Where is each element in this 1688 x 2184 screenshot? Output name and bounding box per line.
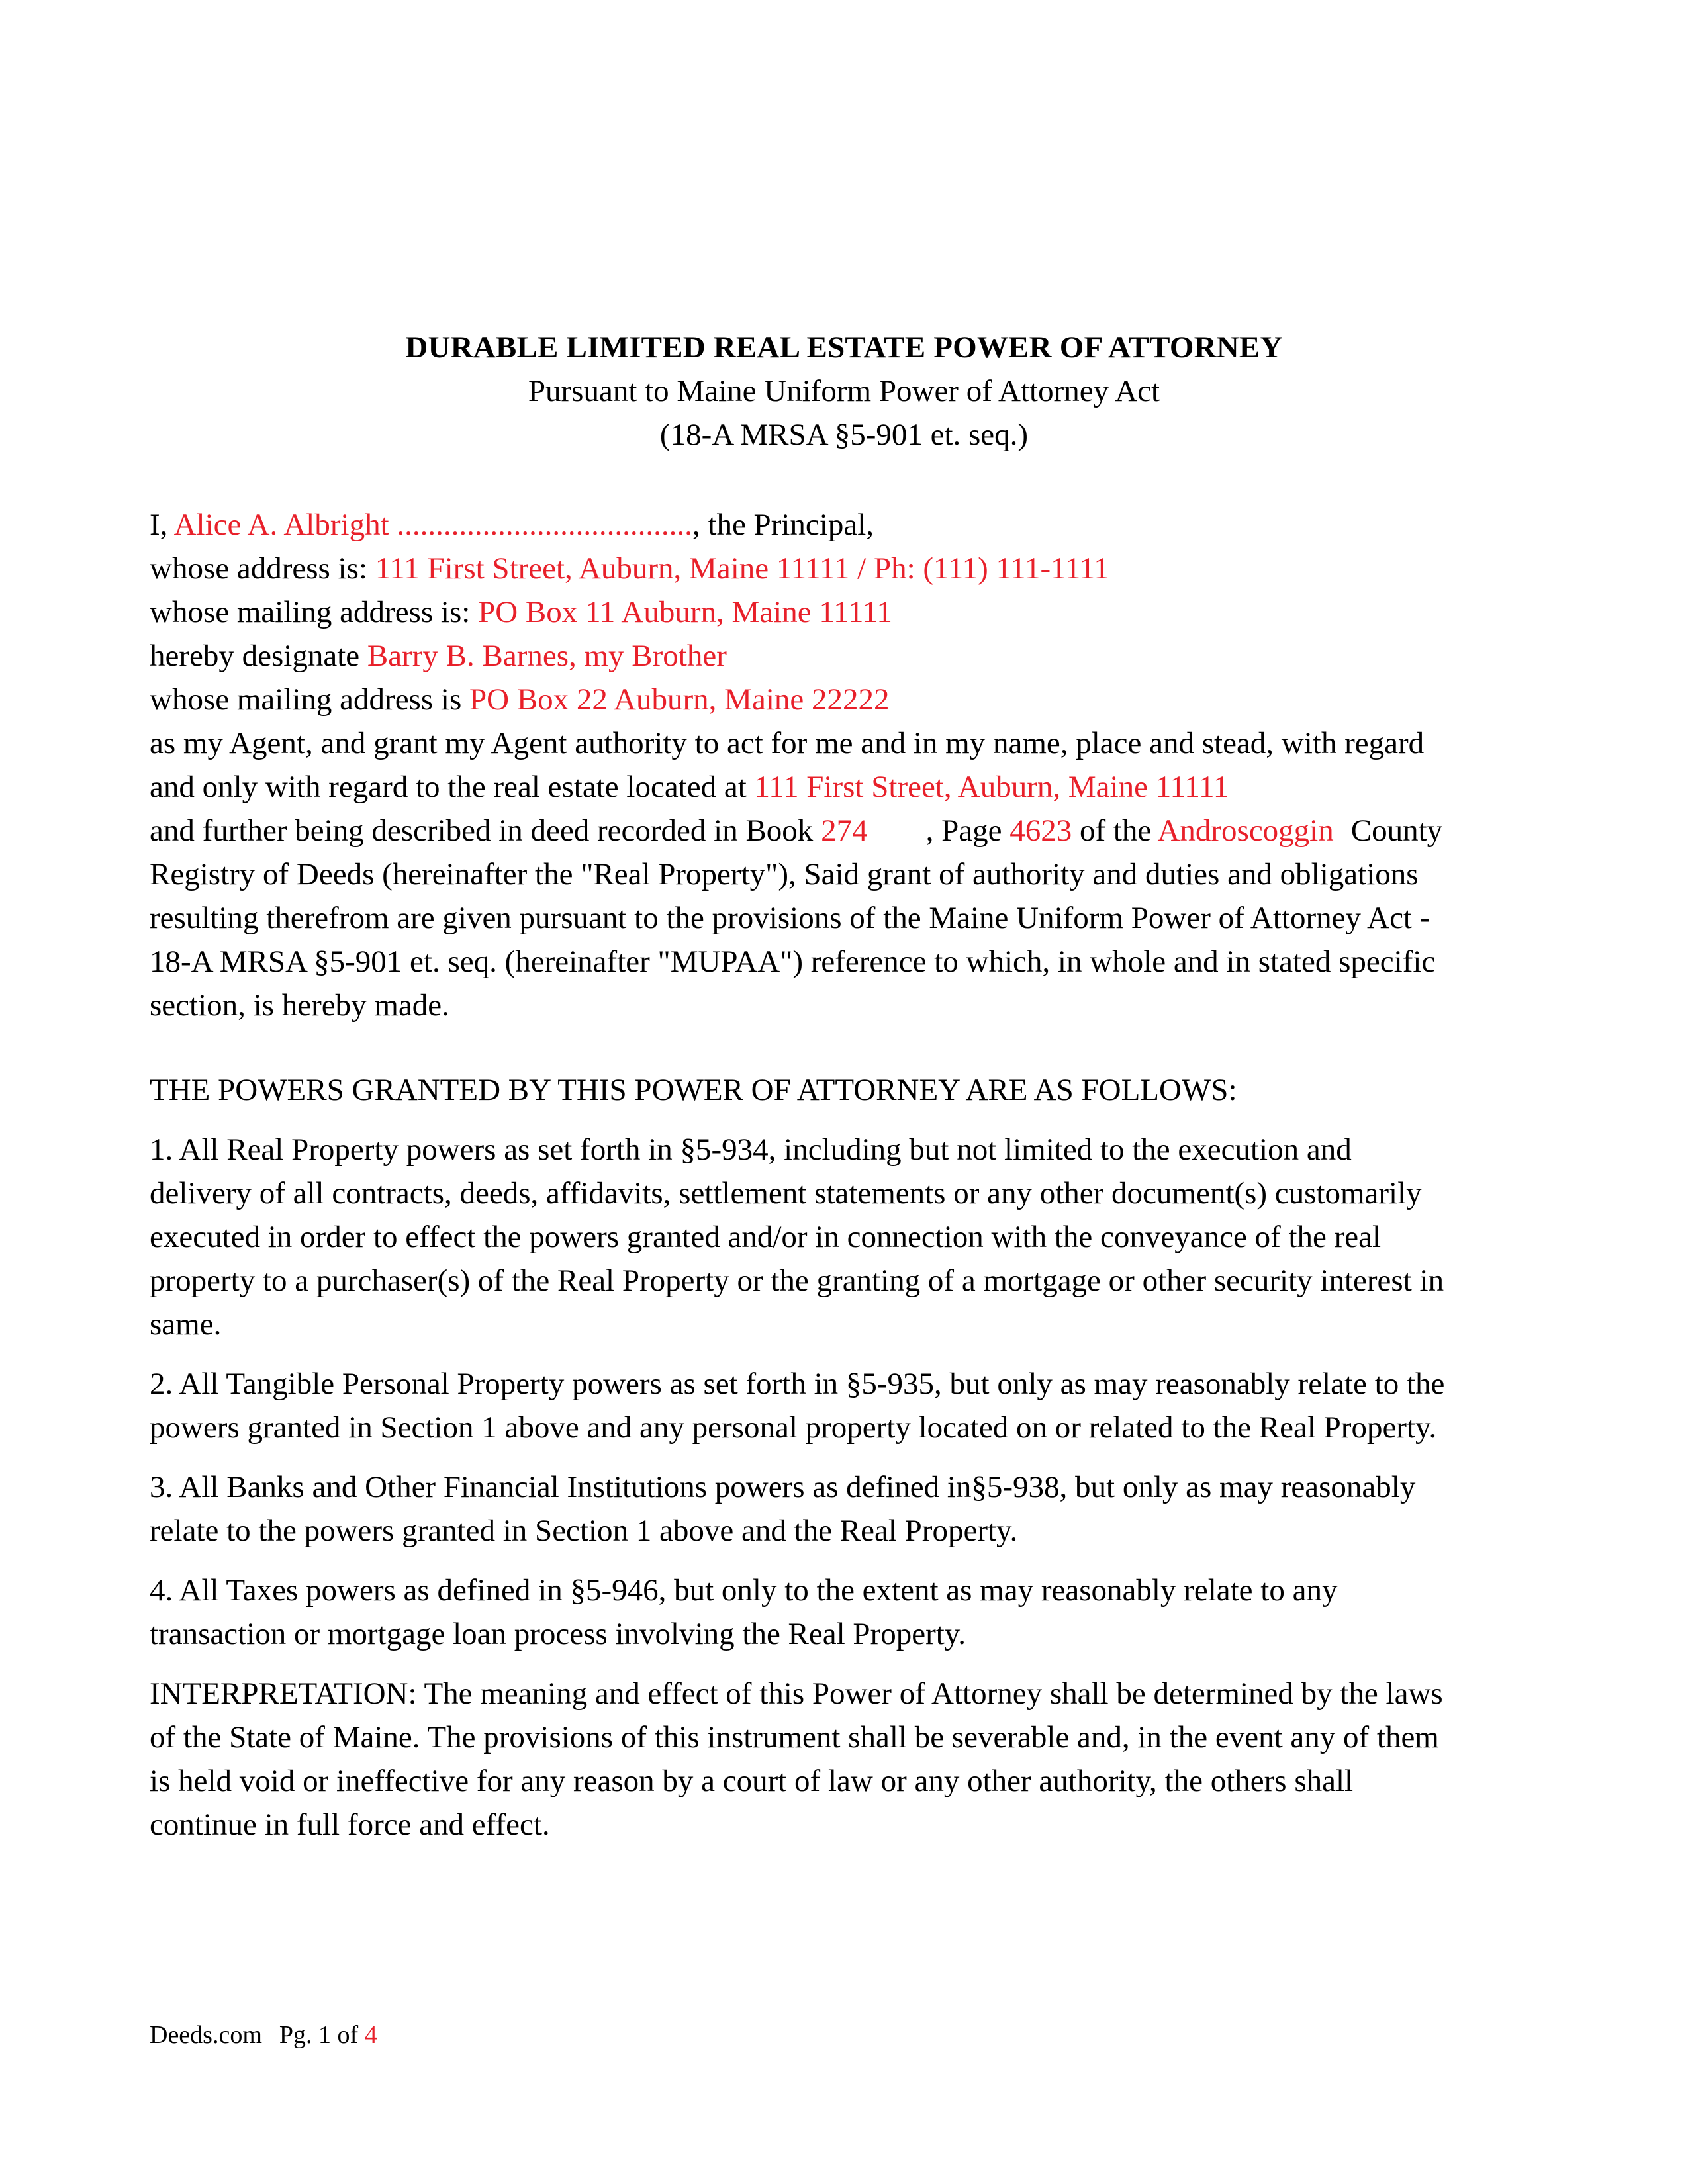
- deed-page: 4623: [1009, 813, 1072, 848]
- document-heading: [0, 326, 1688, 457]
- principal-prefix: I,: [150, 508, 168, 542]
- interpretation-line: of the State of Maine. The provisions of this instrument shall be severable and, in the event any of them: [150, 1720, 1439, 1754]
- grant-line-7: section, is hereby made.: [150, 988, 449, 1023]
- of-the: of the: [1079, 813, 1152, 848]
- principal-address: 111 First Street, Auburn, Maine 11111 / Ph: (111) 111-1111: [375, 551, 1109, 586]
- property-address: 111 First Street, Auburn, Maine 11111: [754, 770, 1229, 804]
- powers-heading: THE POWERS GRANTED BY THIS POWER OF ATTORNEY ARE AS FOLLOWS:: [150, 1073, 1237, 1107]
- grant-line-3-prefix: and further being described in deed recorded in Book: [150, 813, 814, 848]
- grant-line-6: 18-A MRSA §5-901 et. seq. (hereinafter "MUPAA") reference to which, in whole and in stated specific: [150, 944, 1436, 979]
- interpretation-line: INTERPRETATION: The meaning and effect of this Power of Attorney shall be determined by the laws: [150, 1676, 1443, 1711]
- deed-book: 274: [821, 813, 868, 848]
- principal-mailing-line: [150, 590, 1560, 634]
- power-item-2: [150, 1362, 1560, 1449]
- power-item-1: [150, 1128, 1560, 1346]
- page-label: , Page: [925, 813, 1002, 848]
- footer-site: Deeds.com: [150, 2021, 262, 2049]
- power-item-line: transaction or mortgage loan process involving the Real Property.: [150, 1617, 966, 1651]
- document-title: DURABLE LIMITED REAL ESTATE POWER OF ATTORNEY: [405, 330, 1283, 365]
- principal-name: Alice A. Albright: [173, 508, 389, 542]
- power-item-line: same.: [150, 1307, 222, 1342]
- county-name: Androscoggin: [1157, 813, 1334, 848]
- power-item-line: 4. All Taxes powers as defined in §5-946, but only to the extent as may reasonably relate to any: [150, 1573, 1338, 1608]
- statute-citation: (18-A MRSA §5-901 et. seq.): [659, 418, 1029, 452]
- principal-line: [150, 503, 1560, 547]
- power-item-3: [150, 1465, 1560, 1553]
- grant-line-2-prefix: and only with regard to the real estate located at: [150, 770, 747, 804]
- grant-line-5: resulting therefrom are given pursuant to the provisions of the Maine Uniform Power of Attorney Act -: [150, 901, 1430, 935]
- grant-line-1: as my Agent, and grant my Agent authority to act for me and in my name, place and stead, with regard: [150, 726, 1425, 760]
- agent-mailing-label: whose mailing address is: [150, 682, 462, 717]
- power-item-4: [150, 1569, 1560, 1656]
- grant-line-2: [150, 765, 1560, 809]
- principal-dots: ......................................: [397, 508, 692, 542]
- principal-mailing-label: whose mailing address is:: [150, 595, 471, 629]
- document-subtitle: Pursuant to Maine Uniform Power of Attorney Act: [528, 374, 1160, 408]
- principal-mailing: PO Box 11 Auburn, Maine 11111: [478, 595, 892, 629]
- footer-total-pages: 4: [364, 2021, 377, 2049]
- power-item-line: executed in order to effect the powers granted and/or in connection with the conveyance of the real: [150, 1220, 1382, 1254]
- power-item-line: 1. All Real Property powers as set forth in §5-934, including but not limited to the execution and: [150, 1132, 1352, 1167]
- grant-line-4: Registry of Deeds (hereinafter the "Real Property"), Said grant of authority and duties and obligations: [150, 857, 1419, 891]
- agent-mailing-line: [150, 678, 1560, 721]
- power-item-line: powers granted in Section 1 above and any personal property located on or related to the Real Property.: [150, 1410, 1437, 1445]
- principal-address-label: whose address is:: [150, 551, 367, 586]
- county-label: County: [1350, 813, 1443, 848]
- agent-designate-label: hereby designate: [150, 639, 360, 673]
- page-footer: [150, 2019, 377, 2052]
- principal-address-line: [150, 547, 1560, 590]
- grant-line-3: [150, 809, 1560, 852]
- power-item-line: 2. All Tangible Personal Property powers as set forth in §5-935, but only as may reasonably relate to the: [150, 1367, 1445, 1401]
- power-item-line: relate to the powers granted in Section 1 above and the Real Property.: [150, 1514, 1018, 1548]
- footer-page-label: Pg. 1 of: [279, 2021, 359, 2049]
- power-item-line: property to a purchaser(s) of the Real Property or the granting of a mortgage or other security interest in: [150, 1263, 1444, 1298]
- power-item-line: delivery of all contracts, deeds, affidavits, settlement statements or any other document(s) customarily: [150, 1176, 1422, 1210]
- principal-suffix: , the Principal,: [692, 508, 874, 542]
- interpretation-line: is held void or ineffective for any reason by a court of law or any other authority, the others shall: [150, 1764, 1354, 1798]
- agent-name: Barry B. Barnes, my Brother: [367, 639, 727, 673]
- interpretation-clause: [150, 1672, 1560, 1846]
- power-item-line: 3. All Banks and Other Financial Institutions powers as defined in§5-938, but only as may reasonably: [150, 1470, 1416, 1504]
- document-body: [150, 503, 1560, 1846]
- agent-mailing: PO Box 22 Auburn, Maine 22222: [469, 682, 890, 717]
- agent-line: [150, 634, 1560, 678]
- interpretation-line: continue in full force and effect.: [150, 1807, 550, 1842]
